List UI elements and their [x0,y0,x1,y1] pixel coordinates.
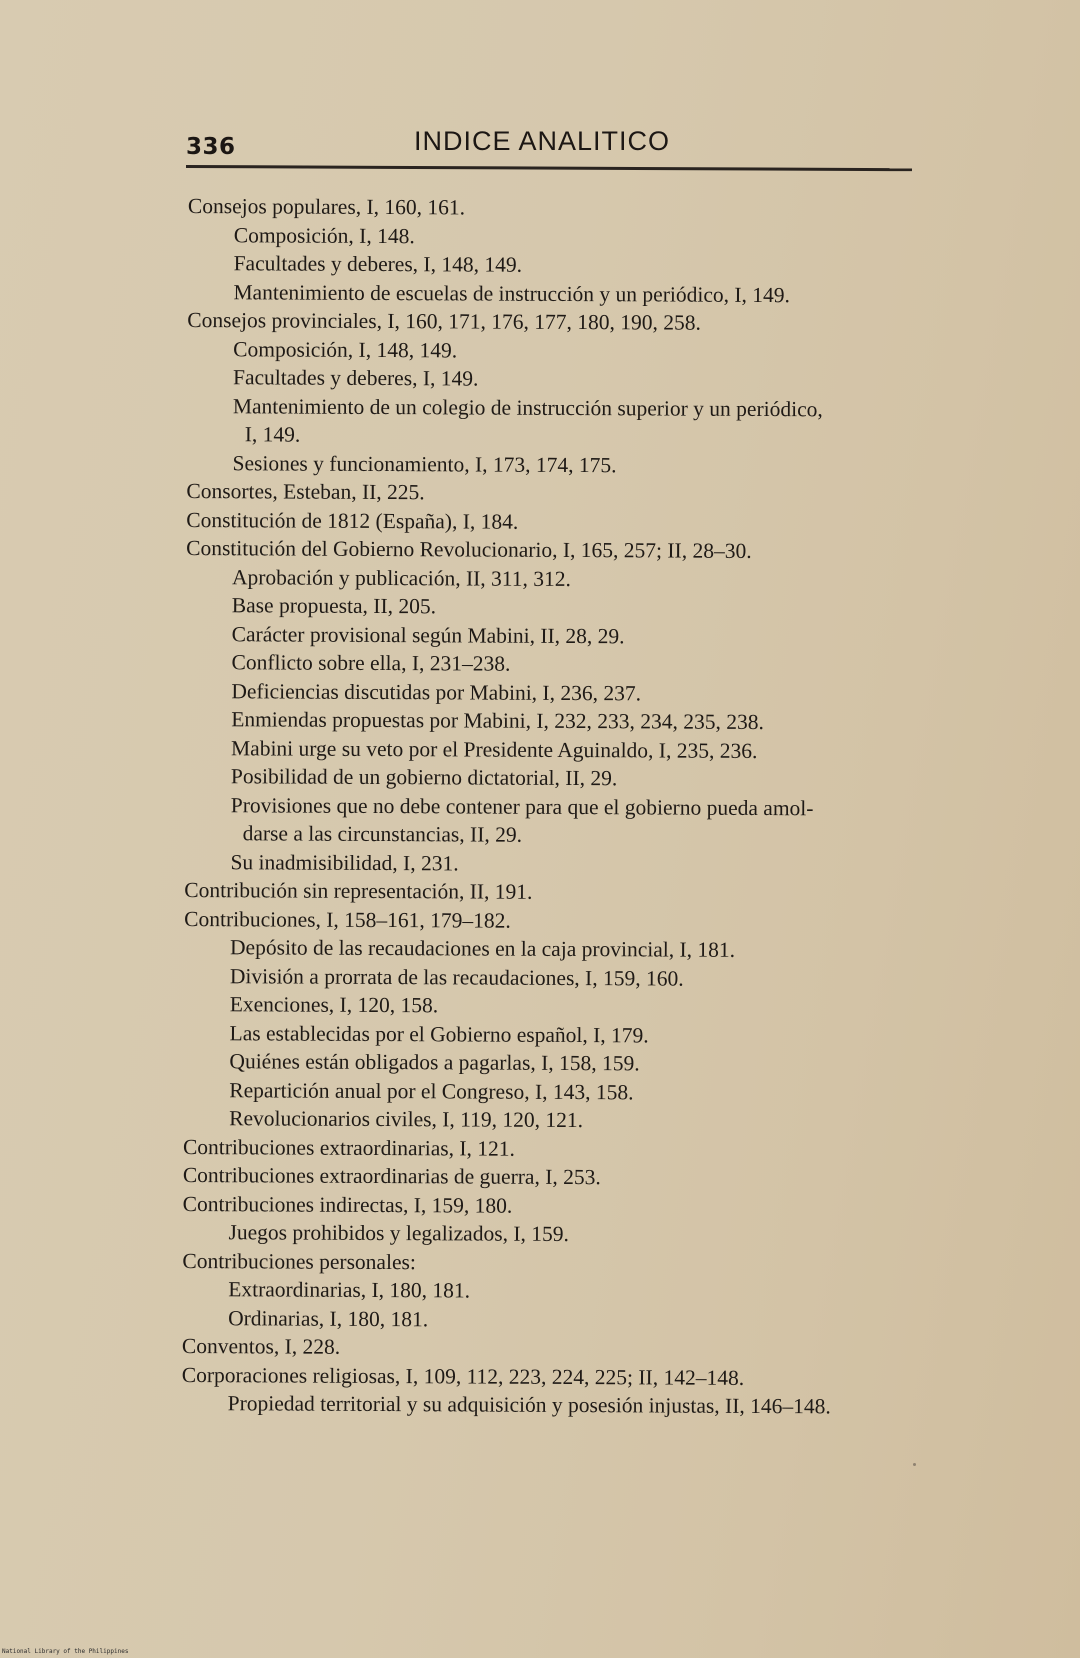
index-subentry: Provisiones que no debe contener para que el gobierno pueda amol- [230,792,814,820]
index-subentry: Revolucionarios civiles, I, 119, 120, 121. [229,1106,584,1133]
index-subentry: Su inadmisibilidad, I, 231. [230,849,459,875]
index-subentry: Base propuesta, II, 205. [231,593,437,619]
page-number: 336 [186,134,236,160]
index-subentry-continuation: darse a las circunstancias, II, 29. [242,821,523,847]
index-entry: Constitución del Gobierno Revolucionario, I, 165, 257; II, 28–30. [186,535,752,563]
index-entries [182,192,928,1421]
index-entry: Contribuciones, I, 158–161, 179–182. [184,906,511,933]
index-subentry: Extraordinarias, I, 180, 181. [228,1277,471,1303]
index-subentry: Exenciones, I, 120, 158. [229,992,439,1018]
index-entry: Corporaciones religiosas, I, 109, 112, 223, 224, 225; II, 142–148. [181,1362,745,1390]
index-subentry: Mantenimiento de escuelas de instrucción y un periódico, I, 149. [233,279,791,307]
index-subentry: Aprobación y publicación, II, 311, 312. [231,564,571,591]
header-rule [186,165,912,171]
index-subentry: Quiénes están obligados a pagarlas, I, 158, 159. [229,1049,640,1076]
index-entry: Consejos provinciales, I, 160, 171, 176, 177, 180, 190, 258. [187,307,701,335]
index-subentry: Juegos prohibidos y legalizados, I, 159. [228,1220,569,1247]
index-subentry: Depósito de las recaudaciones en la caja provincial, I, 181. [229,935,736,962]
index-entry: Contribución sin representación, II, 191. [184,877,533,904]
index-subentry: Repartición anual por el Congreso, I, 143, 158. [229,1077,634,1104]
scan-credit: National Library of the Philippines [2,1648,129,1655]
index-subentry: Propiedad territorial y su adquisición y posesión injustas, II, 146–148. [227,1391,831,1419]
index-subentry: Ordinarias, I, 180, 181. [228,1305,429,1331]
index-subentry: Mantenimiento de un colegio de instrucción superior y un periódico, [232,393,823,421]
index-subentry: Carácter provisional según Mabini, II, 28, 29. [231,621,625,648]
index-subentry-continuation: I, 149. [244,422,301,447]
index-entry: Contribuciones extraordinarias de guerra, I, 253. [182,1162,601,1190]
index-subentry: Composición, I, 148, 149. [233,336,458,362]
index-subentry: Mabini urge su veto por el Presidente Aguinaldo, I, 235, 236. [231,735,758,763]
index-subentry: Composición, I, 148. [233,222,415,248]
index-subentry: Deficiencias discutidas por Mabini, I, 236, 237. [231,678,642,705]
index-subentry: Conflicto sobre ella, I, 231–238. [231,650,511,676]
paper-speck [913,1463,916,1466]
index-subentry: Enmiendas propuestas por Mabini, I, 232, 233, 234, 235, 238. [231,707,764,735]
index-subentry: División a prorrata de las recaudaciones, I, 159, 160. [229,963,684,991]
index-subentry: Posibilidad de un gobierno dictatorial, II, 29. [230,764,618,791]
index-subentry: Sesiones y funcionamiento, I, 173, 174, 175. [232,450,617,477]
index-entry: Conventos, I, 228. [181,1333,341,1359]
index-entry: Contribuciones indirectas, I, 159, 180. [182,1191,513,1218]
index-entry: Constitución de 1812 (España), I, 184. [186,507,519,534]
index-subentry: Las establecidas por el Gobierno español, I, 179. [229,1020,649,1047]
index-subentry: Facultades y deberes, I, 148, 149. [233,251,523,277]
index-subentry: Facultades y deberes, I, 149. [232,365,479,391]
index-entry: Contribuciones personales: [182,1248,416,1274]
page-header [186,124,912,164]
running-title: INDICE ANALITICO [414,126,671,156]
index-entry: Consejos populares, I, 160, 161. [187,193,466,220]
index-entry: Contribuciones extraordinarias, I, 121. [182,1134,516,1161]
index-entry: Consortes, Esteban, II, 225. [186,478,425,505]
